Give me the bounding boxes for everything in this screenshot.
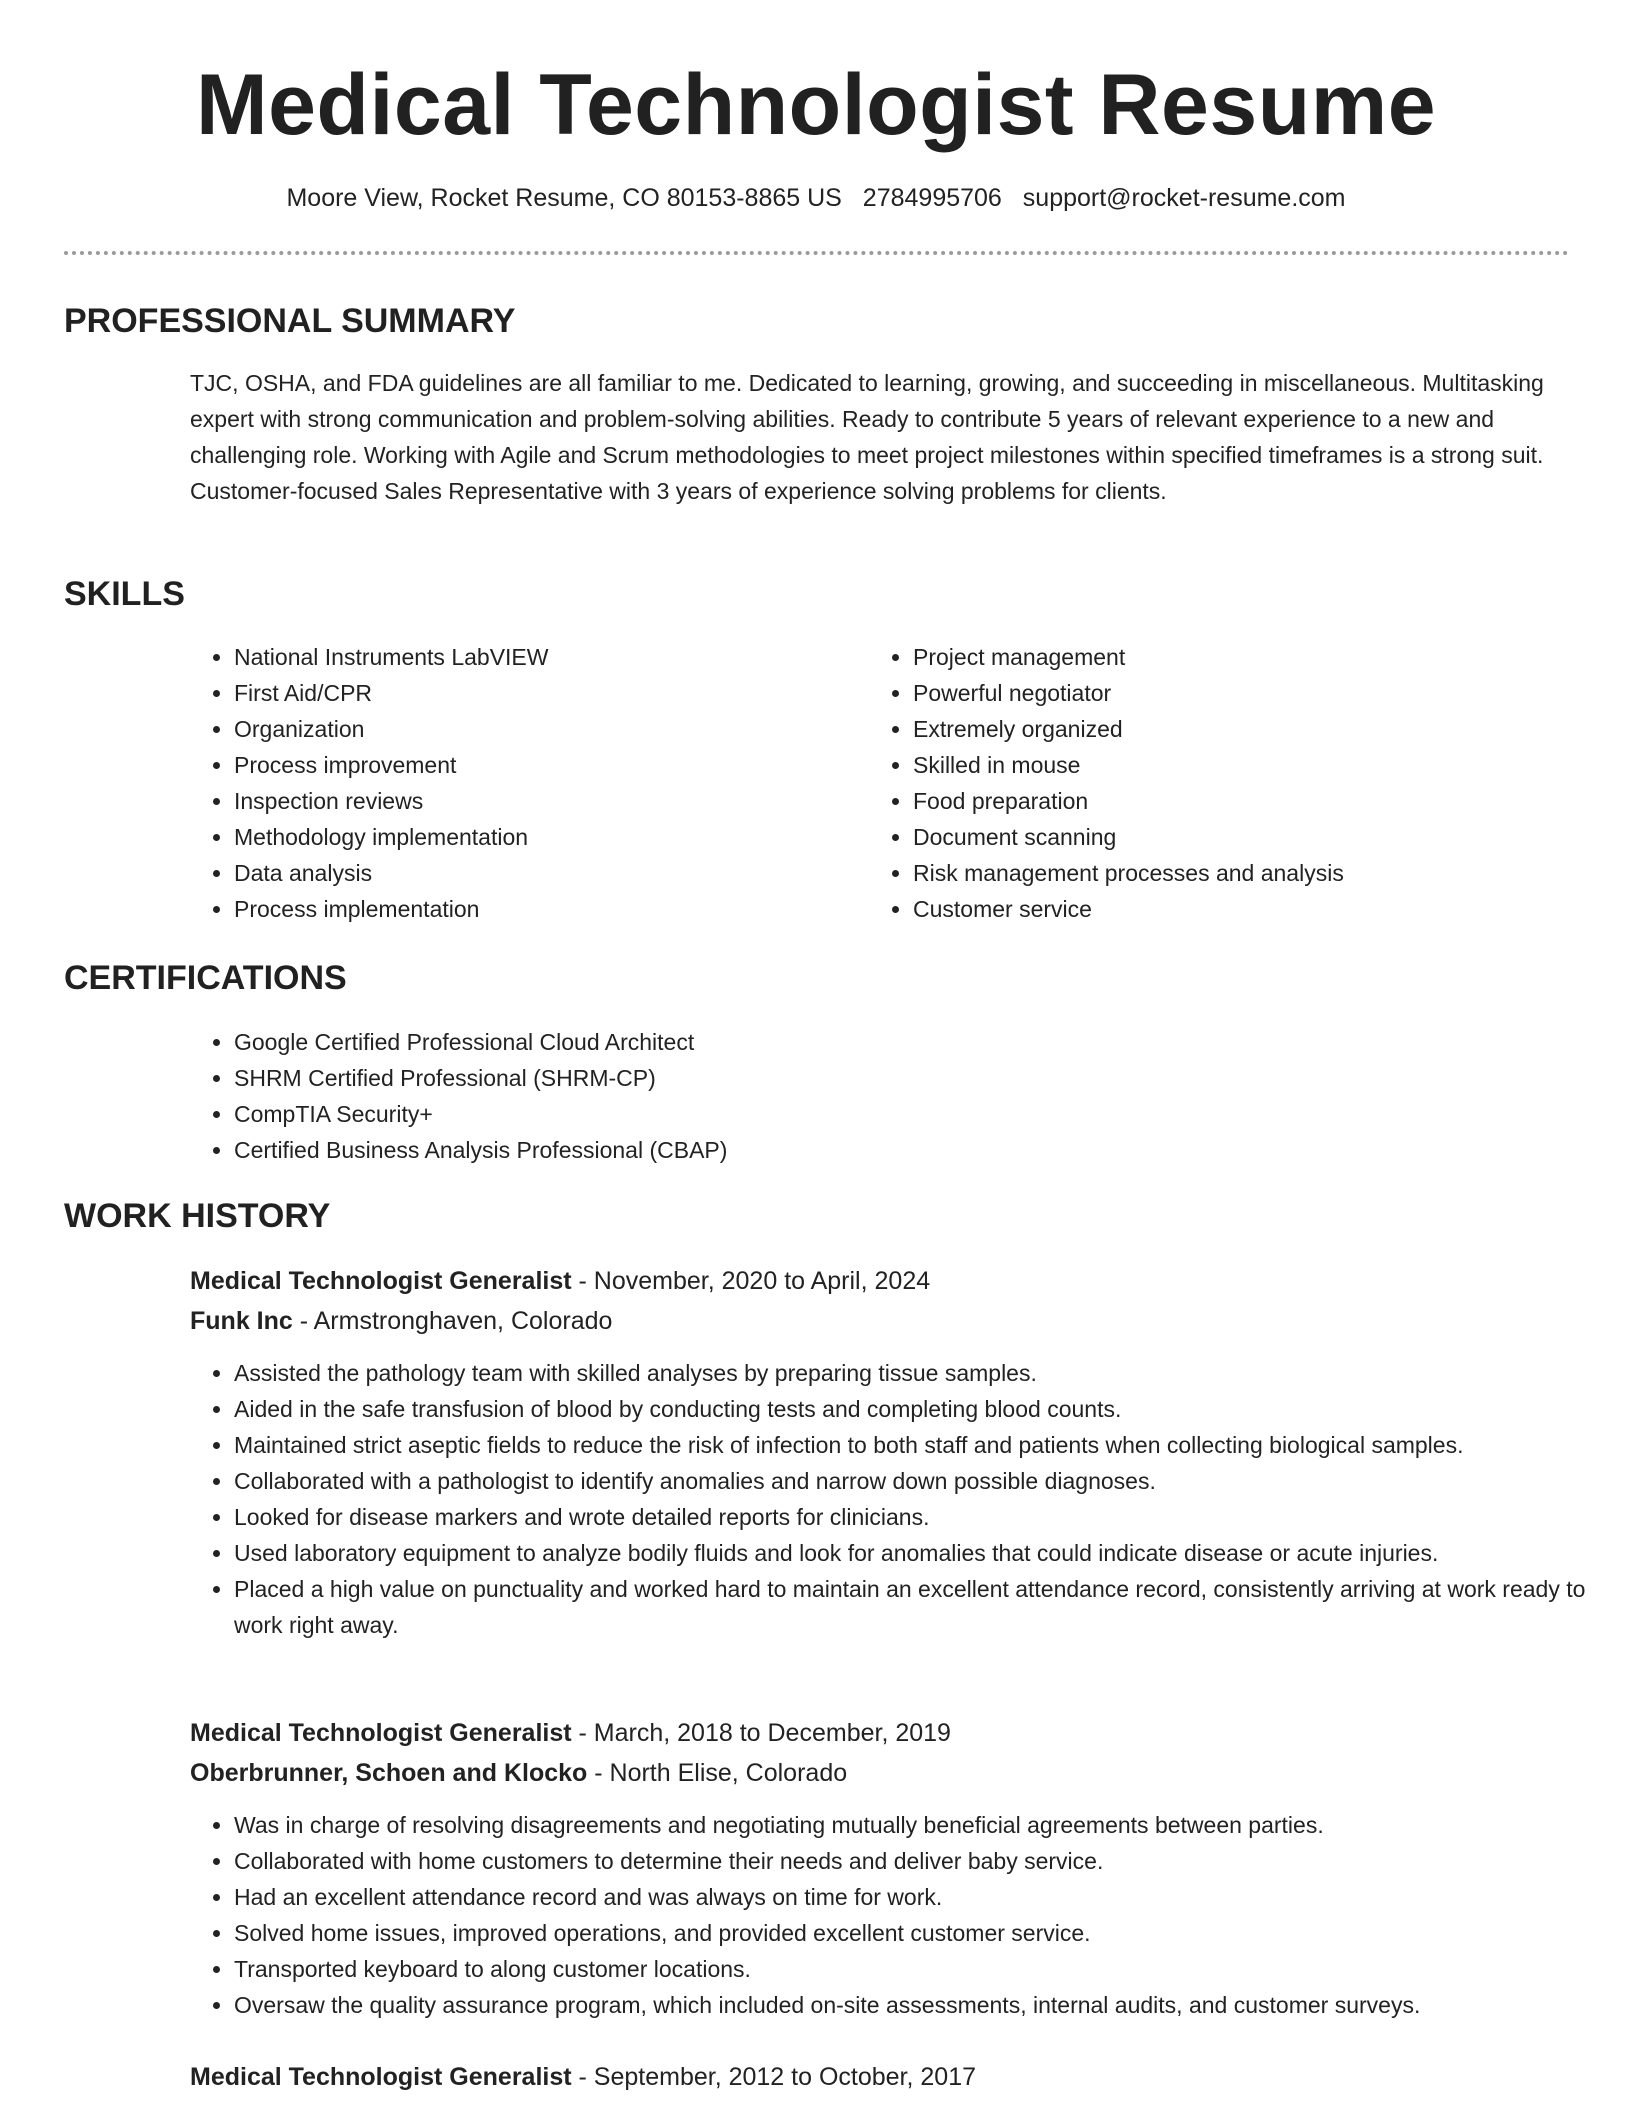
skills-list-left: [190, 639, 834, 927]
list-item: • Skilled in mouse: [913, 747, 1573, 783]
list-item: • Had an excellent attendance record and was always on time for work.: [234, 1879, 1604, 1915]
job-bullets: [190, 1807, 1604, 2023]
contact-address: Moore View, Rocket Resume, CO 80153-8865 US: [286, 184, 842, 212]
page-title: Medical Technologist Resume: [195, 57, 1437, 153]
list-item: • Data analysis: [234, 855, 834, 891]
list-item: • Inspection reviews: [234, 783, 834, 819]
contact-line: [0, 181, 1632, 215]
job-title: Medical Technologist Generalist: [190, 1267, 572, 1295]
job-title-line: [190, 2057, 976, 2097]
summary-text: TJC, OSHA, and FDA guidelines are all familiar to me. Dedicated to learning, growing, and succeeding in miscellaneous. Multitasking expert with strong communication and problem-solving abilities. Ready to contribute 5 years of relevant experience to a new and challenging role. Working with Agile and Scrum methodologies to meet project milestones within specified timeframes is a strong suit. Customer-focused Sales Representative with 3 years of experience solving problems for clients.: [190, 370, 1544, 504]
job-dates: - September, 2012 to October, 2017: [571, 2063, 977, 2091]
list-item: • Powerful negotiator: [913, 675, 1573, 711]
contact-phone: 2784995706: [862, 184, 1002, 212]
list-item: • Document scanning: [913, 819, 1573, 855]
list-item: • Assisted the pathology team with skilled analyses by preparing tissue samples.: [234, 1355, 1604, 1391]
job-title-line: [190, 1713, 951, 1753]
list-item: • Risk management processes and analysis: [913, 855, 1573, 891]
job-title-line: [190, 1261, 930, 1301]
skills-list-right: [869, 639, 1573, 927]
list-item: • Used laboratory equipment to analyze bodily fluids and look for anomalies that could indicate disease or acute injuries.: [234, 1535, 1604, 1571]
certifications-list: [190, 1024, 1574, 1168]
job-dates: - November, 2020 to April, 2024: [571, 1267, 931, 1295]
job-bullets: [190, 1355, 1604, 1643]
list-item: • Oversaw the quality assurance program, which included on-site assessments, internal audits, and customer surveys.: [234, 1987, 1604, 2023]
list-item: • Extremely organized: [913, 711, 1573, 747]
list-item: • Customer service: [913, 891, 1573, 927]
job-location: - Armstronghaven, Colorado: [292, 1307, 613, 1335]
list-item: • Food preparation: [913, 783, 1573, 819]
contact-email: support@rocket-resume.com: [1022, 184, 1346, 212]
section-heading-summary: PROFESSIONAL SUMMARY: [64, 302, 516, 340]
list-item: • National Instruments LabVIEW: [234, 639, 834, 675]
header-divider: [64, 251, 1569, 255]
list-item: • Solved home issues, improved operations, and provided excellent customer service.: [234, 1915, 1604, 1951]
section-heading-certifications: CERTIFICATIONS: [64, 959, 347, 997]
job-dates: - March, 2018 to December, 2019: [571, 1719, 951, 1747]
list-item: • Placed a high value on punctuality and worked hard to maintain an excellent attendance record, consistently arriving at work ready to work right away.: [234, 1571, 1604, 1643]
list-item: • SHRM Certified Professional (SHRM-CP): [234, 1060, 1574, 1096]
list-item: • Maintained strict aseptic fields to reduce the risk of infection to both staff and patients when collecting biological samples.: [234, 1427, 1604, 1463]
section-heading-work-history: WORK HISTORY: [64, 1197, 331, 1235]
list-item: • Google Certified Professional Cloud Architect: [234, 1024, 1574, 1060]
job-company-line: [190, 1301, 612, 1341]
list-item: • Transported keyboard to along customer locations.: [234, 1951, 1604, 1987]
list-item: • Was in charge of resolving disagreements and negotiating mutually beneficial agreements between parties.: [234, 1807, 1604, 1843]
list-item: • First Aid/CPR: [234, 675, 834, 711]
list-item: • Collaborated with home customers to determine their needs and deliver baby service.: [234, 1843, 1604, 1879]
section-heading-skills: SKILLS: [64, 575, 185, 613]
job-company: Funk Inc: [190, 1307, 293, 1335]
list-item: • Certified Business Analysis Professional (CBAP): [234, 1132, 1574, 1168]
list-item: • CompTIA Security+: [234, 1096, 1574, 1132]
list-item: • Project management: [913, 639, 1573, 675]
job-title: Medical Technologist Generalist: [190, 2063, 572, 2091]
list-item: • Process improvement: [234, 747, 834, 783]
list-item: • Methodology implementation: [234, 819, 834, 855]
job-company: Oberbrunner, Schoen and Klocko: [190, 1759, 588, 1787]
list-item: • Process implementation: [234, 891, 834, 927]
job-company-line: [190, 1753, 847, 1793]
list-item: • Aided in the safe transfusion of blood by conducting tests and completing blood counts.: [234, 1391, 1604, 1427]
job-title: Medical Technologist Generalist: [190, 1719, 572, 1747]
job-location: - North Elise, Colorado: [587, 1759, 848, 1787]
list-item: • Organization: [234, 711, 834, 747]
list-item: • Looked for disease markers and wrote detailed reports for clinicians.: [234, 1499, 1604, 1535]
list-item: • Collaborated with a pathologist to identify anomalies and narrow down possible diagnoses.: [234, 1463, 1604, 1499]
